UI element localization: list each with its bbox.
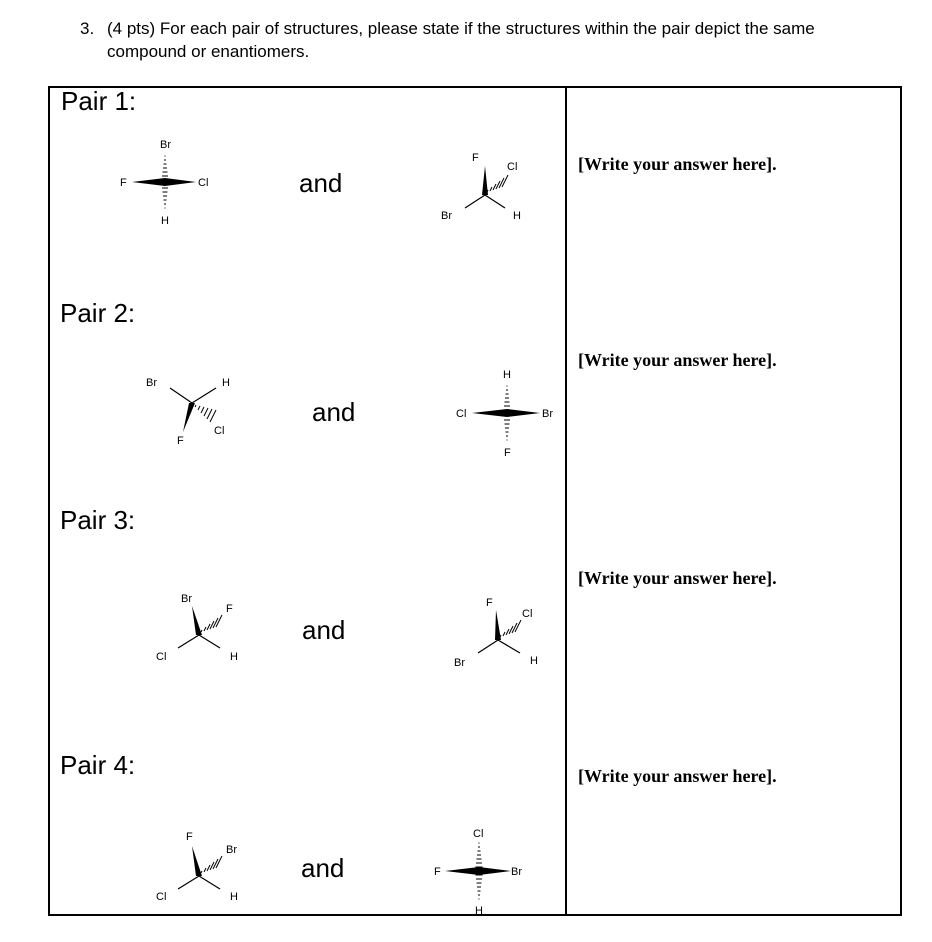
pair-4-right-bottom-atom: H xyxy=(475,905,483,917)
bond-lower-left xyxy=(178,635,199,648)
pair-1-left-fischer-structure xyxy=(110,130,220,240)
pair-3-answer-field[interactable]: [Write your answer here]. xyxy=(578,568,777,588)
pair-2-right-left-atom: Cl xyxy=(456,408,467,420)
pair-1-left-bottom-atom: H xyxy=(161,215,169,227)
wedge-bond-up xyxy=(192,606,202,635)
bond-lower-right xyxy=(199,635,220,648)
hashed-bond-up-right xyxy=(201,856,222,873)
wedge-bond-left xyxy=(472,409,507,417)
pair-4-right-top-atom: Cl xyxy=(473,828,484,840)
question-number: 3. xyxy=(80,19,95,38)
pair-4-left-left-atom: Cl xyxy=(156,891,167,903)
question xyxy=(80,17,870,63)
wedge-bond-right xyxy=(165,178,196,186)
hashed-bond-down xyxy=(162,184,169,208)
wedge-bond-up xyxy=(495,610,501,640)
table-column-divider xyxy=(565,86,567,916)
pair-4-and: and xyxy=(301,853,345,883)
pair-1-left-left-atom: F xyxy=(120,177,127,189)
hashed-bond-down xyxy=(476,875,483,899)
pair-2-left-structure xyxy=(140,368,250,458)
pair-4-left-right-atom: H xyxy=(230,891,238,903)
bond-lower-left xyxy=(178,876,199,889)
bond-lower-right xyxy=(498,640,520,653)
pair-2-left-right-atom: H xyxy=(222,377,230,389)
bond-lower-right xyxy=(199,876,220,889)
pair-4-label: Pair 4: xyxy=(60,750,136,780)
pair-2-answer-field[interactable]: [Write your answer here]. xyxy=(578,350,777,370)
pair-3-left-dash-atom: F xyxy=(226,603,233,615)
pair-1-right-structure xyxy=(435,148,545,228)
pair-3-left-top-atom: Br xyxy=(181,593,192,605)
pair-4-right-left-atom: F xyxy=(434,866,441,878)
hashed-bond-up xyxy=(476,843,483,867)
bond-lower-right xyxy=(485,195,505,208)
question-text: (4 pts) For each pair of structures, please state if the structures within the pair depict the same compound or enantiomers. xyxy=(107,19,815,61)
pair-4-answer-field[interactable]: [Write your answer here]. xyxy=(578,766,777,786)
bond-lower-left xyxy=(465,195,485,208)
pair-3-left-left-atom: Cl xyxy=(156,651,167,663)
bond-upper-left xyxy=(170,388,192,403)
pair-2-right-top-atom: H xyxy=(503,369,511,381)
pair-2-right-fischer-structure xyxy=(454,360,564,470)
wedge-bond-left xyxy=(445,867,479,875)
bond-upper-right xyxy=(192,388,216,403)
pair-3-label: Pair 3: xyxy=(60,505,136,535)
pair-2-right-bottom-atom: F xyxy=(504,447,511,459)
pair-4-left-dash-atom: Br xyxy=(226,844,237,856)
wedge-bond-left xyxy=(132,178,165,186)
pair-3-right-dash-atom: Cl xyxy=(522,608,533,620)
hashed-bond-up xyxy=(162,156,169,180)
wedge-bond-up xyxy=(482,166,488,195)
pair-4-right-fischer-structure xyxy=(429,820,539,920)
pair-1-label: Pair 1: xyxy=(61,86,137,116)
pair-4-left-top-atom: F xyxy=(186,831,193,843)
pair-1-right-left-atom: Br xyxy=(441,210,452,222)
hashed-bond-down xyxy=(504,416,511,440)
hashed-bond-down-right xyxy=(195,405,216,422)
pair-2-left-dash-atom: Cl xyxy=(214,425,225,437)
pair-3-right-right-atom: H xyxy=(530,655,538,667)
pair-4-right-right-atom: Br xyxy=(511,866,522,878)
pair-3-and: and xyxy=(302,615,346,645)
pair-3-right-left-atom: Br xyxy=(454,657,465,669)
pair-1-left-right-atom: Cl xyxy=(198,177,209,189)
pair-2-and: and xyxy=(312,397,356,427)
pair-2-right-right-atom: Br xyxy=(542,408,553,420)
wedge-bond-up xyxy=(192,846,202,876)
wedge-bond-down xyxy=(183,403,195,432)
wedge-bond-right xyxy=(479,867,511,875)
pair-2-left-wedge-atom: F xyxy=(177,435,184,447)
pair-1-right-dash-atom: H xyxy=(513,210,521,222)
pair-4-left-structure xyxy=(150,826,260,916)
pair-3-right-structure xyxy=(448,592,558,682)
hashed-bond-up-right xyxy=(487,175,508,192)
pair-2-left-left-atom: Br xyxy=(146,377,157,389)
pair-1-answer-field[interactable]: [Write your answer here]. xyxy=(578,154,777,174)
pair-1-right-wedge-atom: Cl xyxy=(507,161,518,173)
hashed-bond-up-right xyxy=(201,615,222,632)
pair-1-and: and xyxy=(299,168,343,198)
pair-1-left-top-atom: Br xyxy=(160,139,171,151)
pair-3-left-right-atom: H xyxy=(230,651,238,663)
hashed-bond-up xyxy=(504,386,511,410)
wedge-bond-right xyxy=(507,409,540,417)
pair-3-right-top-atom: F xyxy=(486,597,493,609)
hashed-bond-up-right xyxy=(500,620,521,637)
pair-1-right-top-atom: F xyxy=(472,152,479,164)
pair-3-left-structure xyxy=(150,586,260,676)
bond-lower-left xyxy=(478,640,498,653)
pair-2-label: Pair 2: xyxy=(60,298,136,328)
